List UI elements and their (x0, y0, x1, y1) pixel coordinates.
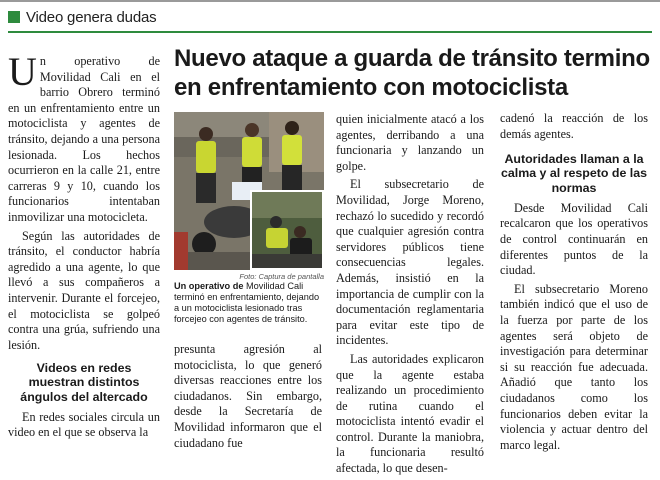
lead-paragraph (8, 49, 160, 226)
lead-text: n operativo de Movilidad Cali en el barrio Obrero terminó en un enfrentamiento entre un motociclista y agentes de tránsito, dejando a una persona lesionada. Los hechos ocurrieron en la calle 21, entre carreras 9 y 10, cuando los funcionarios intentaban inmovilizar una motocicleta. (8, 54, 160, 224)
article-headline: Nuevo ataque a guarda de tránsito termino en enfrentamiento con motociclista (174, 45, 650, 101)
photo-credit: Foto: Captura de pantalla (239, 272, 324, 281)
subheading: Autoridades llaman a la calma y al respeto de las normas (500, 152, 647, 195)
column-4 (500, 111, 648, 456)
section-header (8, 8, 156, 26)
column-3 (336, 112, 484, 480)
photo-caption (174, 281, 324, 325)
column-1 (8, 49, 160, 444)
section-rule (8, 31, 652, 33)
paragraph: presunta agresión al motociclista, lo que generó diversas reacciones entre los ciudadanos. Sin embargo, desde la Secretaría de Movilidad informaron que el ciudadano fue (174, 342, 322, 450)
caption-text: Movilidad Cali terminó en enfrentamiento, dejando a un motociclista lesionado tras forcejeo con agentes de tránsito. (174, 281, 320, 324)
section-label: Video genera dudas (26, 8, 157, 26)
paragraph: El subsecretario de Movilidad, Jorge Moreno, rechazó lo sucedido y recordó que cualquier agresión contra servidores públicos tiene consecuencias legales. Además, insistió en la importancia de cumplir con la documentación reglamentaria para evitar este tipo de incidentes. (336, 177, 484, 348)
paragraph: En redes sociales circula un video en el que se observa la (8, 409, 160, 440)
caption-lead: Un operativo de (174, 281, 244, 291)
dropcap: U (8, 49, 37, 94)
paragraph: quien inicialmente atacó a los agentes, derribando a una funcionaria y lanzando un golpe. (336, 112, 484, 173)
paragraph: Desde Movilidad Cali recalcaron que los operativos de control continuarán en diferentes puntos de la ciudad. (500, 200, 648, 278)
paragraph: cadenó la reacción de los demás agentes. (500, 111, 648, 141)
top-rule (0, 0, 660, 2)
paragraph: Según las autoridades de tránsito, el conductor habría agredido a una agente, lo que llevó a sus compañeros a intervenir. Durante el forcejeo, el motociclista se golpeó contra una grúa, sufriendo una lesión. (8, 228, 160, 352)
paragraph: El subsecretario Moreno también indicó que el uso de la fuerza por parte de los agentes será objeto de investigación para determinar si su reacción fue adecuada. Añadió que tanto los ciudadanos como los funcionarios deben evitar la violencia y actuar dentro del marco legal. (500, 281, 648, 452)
column-2 (174, 342, 322, 454)
paragraph: Las autoridades explicaron que la agente estaba realizando un procedimiento de rutina cuando el motociclista intentó evadir el control. Durante la maniobra, la funcionaria resultó afectada, lo que desen- (336, 351, 484, 476)
subheading: Videos en redes muestran distintos ángulos del altercado (20, 361, 148, 404)
section-square-icon (8, 11, 20, 23)
news-photo-inset (250, 190, 324, 270)
inset-illustration (252, 192, 322, 268)
